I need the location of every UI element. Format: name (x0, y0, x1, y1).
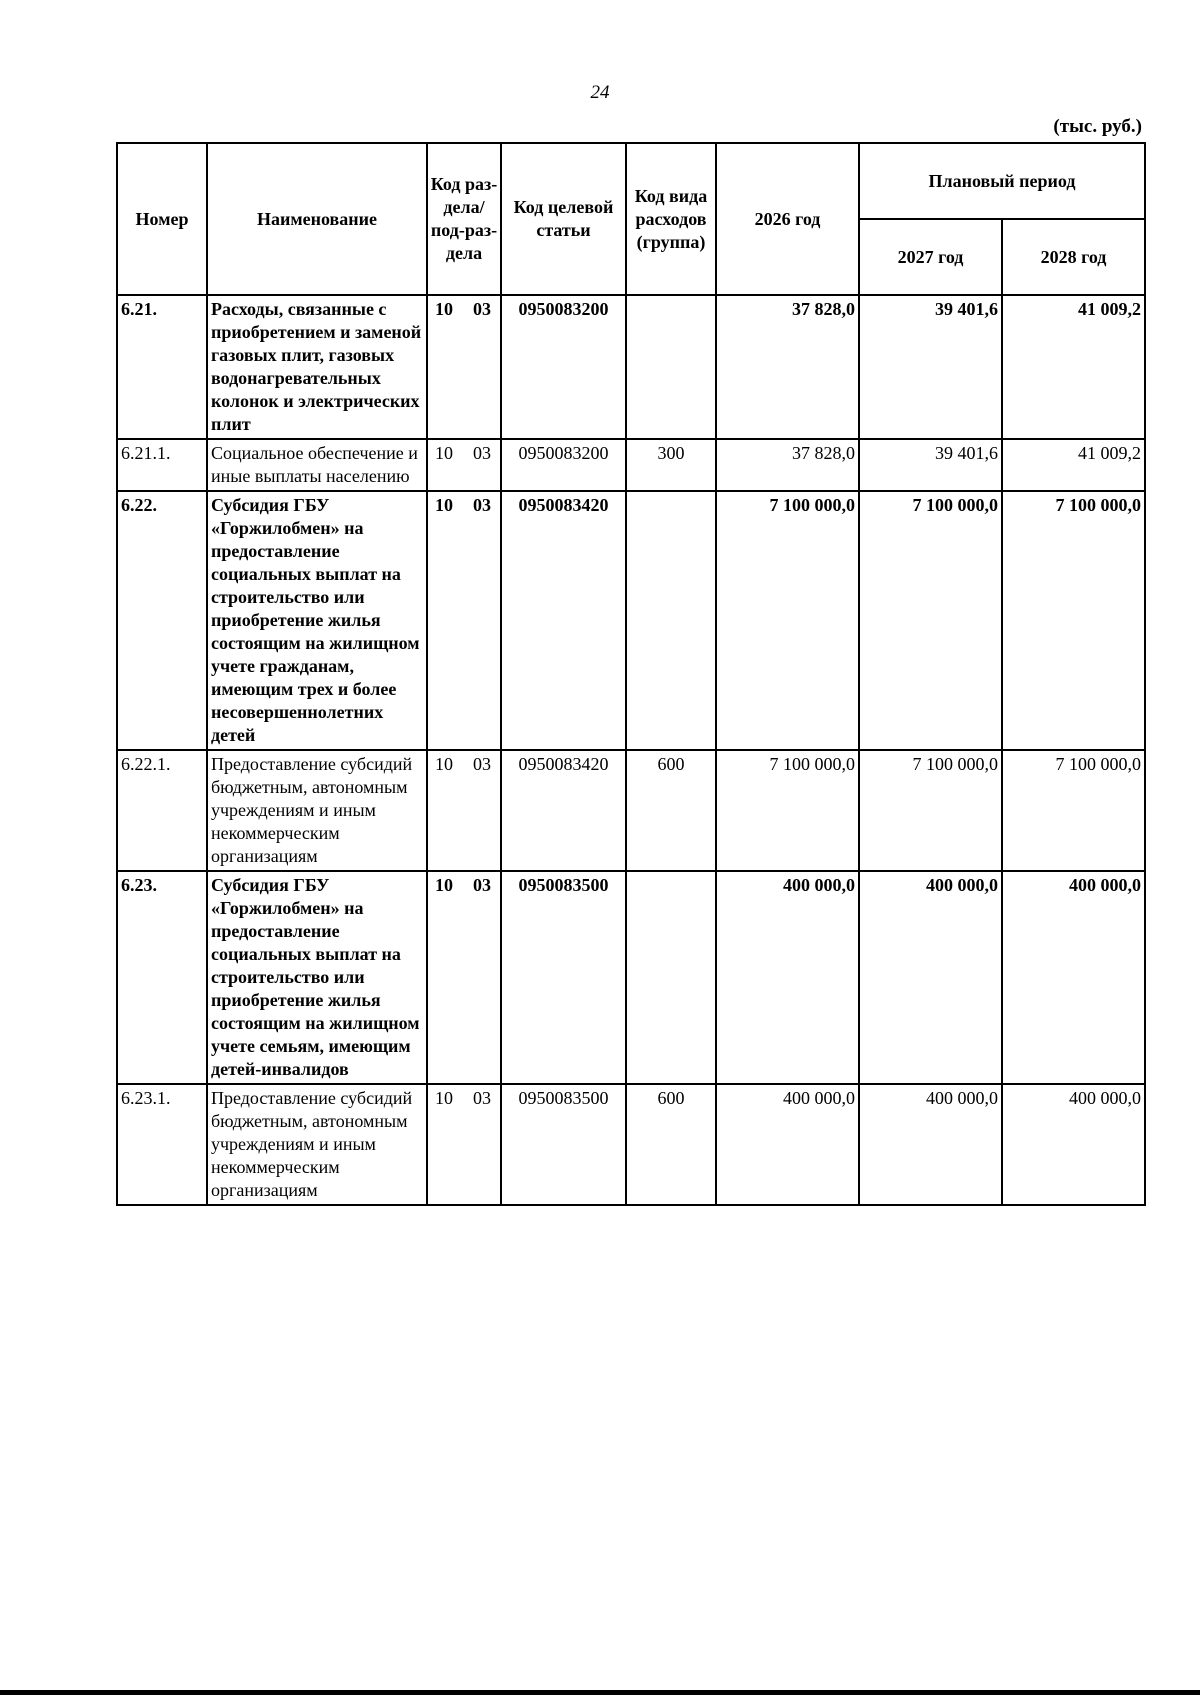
row-expense-type-code: 600 (626, 750, 716, 871)
row-target-code: 0950083500 (501, 1084, 626, 1205)
row-name: Социальное обеспечение и иные выплаты населению (207, 439, 427, 491)
row-amount-2026: 7 100 000,0 (716, 750, 859, 871)
row-amount-2027: 7 100 000,0 (859, 750, 1002, 871)
row-number: 6.21.1. (117, 439, 207, 491)
header-year-2026: 2026 год (716, 143, 859, 295)
section-code: 10 (435, 495, 453, 515)
table-row (117, 439, 1145, 491)
row-amount-2028: 400 000,0 (1002, 871, 1145, 1084)
row-amount-2028: 7 100 000,0 (1002, 750, 1145, 871)
row-target-code: 0950083500 (501, 871, 626, 1084)
table-header (117, 143, 1145, 295)
row-target-code: 0950083420 (501, 750, 626, 871)
row-amount-2027: 39 401,6 (859, 439, 1002, 491)
table-row (117, 750, 1145, 871)
row-amount-2026: 400 000,0 (716, 871, 859, 1084)
row-expense-type-code (626, 295, 716, 439)
row-name: Субсидия ГБУ «Горжилобмен» на предоставление социальных выплат на строительство или приобретение жилья состоящим на жилищном учете семьям, имеющим детей-инвалидов (207, 871, 427, 1084)
row-target-code: 0950083200 (501, 295, 626, 439)
row-name: Субсидия ГБУ «Горжилобмен» на предоставление социальных выплат на строительство или приобретение жилья состоящим на жилищном учете гражданам, имеющим трех и более несовершеннолетних детей (207, 491, 427, 750)
header-section-code: Код раз-дела/ под-раз-дела (427, 143, 501, 295)
row-number: 6.22. (117, 491, 207, 750)
section-code-pair (431, 874, 497, 897)
section-code-pair (431, 298, 497, 321)
row-amount-2027: 7 100 000,0 (859, 491, 1002, 750)
row-amount-2028: 41 009,2 (1002, 295, 1145, 439)
row-amount-2028: 400 000,0 (1002, 1084, 1145, 1205)
budget-table (116, 142, 1146, 1206)
row-number: 6.22.1. (117, 750, 207, 871)
row-expense-type-code (626, 491, 716, 750)
subsection-code: 03 (473, 754, 491, 774)
row-number: 6.21. (117, 295, 207, 439)
subsection-code: 03 (473, 1088, 491, 1108)
subsection-code: 03 (473, 299, 491, 319)
section-code: 10 (435, 443, 453, 463)
subsection-code: 03 (473, 495, 491, 515)
row-expense-type-code: 300 (626, 439, 716, 491)
subsection-code: 03 (473, 443, 491, 463)
row-name: Предоставление субсидий бюджетным, автономным учреждениям и иным некоммерческим организациям (207, 750, 427, 871)
row-section-code (427, 750, 501, 871)
row-name: Предоставление субсидий бюджетным, автономным учреждениям и иным некоммерческим организациям (207, 1084, 427, 1205)
row-section-code (427, 871, 501, 1084)
row-amount-2026: 37 828,0 (716, 439, 859, 491)
table-body (117, 295, 1145, 1205)
row-number: 6.23. (117, 871, 207, 1084)
bottom-border (0, 1690, 1200, 1695)
section-code: 10 (435, 1088, 453, 1108)
row-amount-2028: 7 100 000,0 (1002, 491, 1145, 750)
row-amount-2026: 400 000,0 (716, 1084, 859, 1205)
header-year-2028: 2028 год (1002, 219, 1145, 295)
header-name: Наименование (207, 143, 427, 295)
row-amount-2027: 400 000,0 (859, 1084, 1002, 1205)
row-expense-type-code: 600 (626, 1084, 716, 1205)
subsection-code: 03 (473, 875, 491, 895)
header-year-2027: 2027 год (859, 219, 1002, 295)
row-amount-2027: 39 401,6 (859, 295, 1002, 439)
row-section-code (427, 1084, 501, 1205)
row-number: 6.23.1. (117, 1084, 207, 1205)
row-amount-2027: 400 000,0 (859, 871, 1002, 1084)
header-planned-period: Плановый период (859, 143, 1145, 219)
row-target-code: 0950083420 (501, 491, 626, 750)
section-code: 10 (435, 875, 453, 895)
row-amount-2026: 7 100 000,0 (716, 491, 859, 750)
table-row (117, 295, 1145, 439)
table-row (117, 491, 1145, 750)
section-code-pair (431, 494, 497, 517)
row-name: Расходы, связанные с приобретением и заменой газовых плит, газовых водонагревательных колонок и электрических плит (207, 295, 427, 439)
section-code-pair (431, 1087, 497, 1110)
row-section-code (427, 295, 501, 439)
table-row (117, 1084, 1145, 1205)
row-section-code (427, 491, 501, 750)
section-code: 10 (435, 299, 453, 319)
row-amount-2028: 41 009,2 (1002, 439, 1145, 491)
section-code-pair (431, 753, 497, 776)
row-target-code: 0950083200 (501, 439, 626, 491)
section-code-pair (431, 442, 497, 465)
section-code: 10 (435, 754, 453, 774)
header-target-code: Код целевой статьи (501, 143, 626, 295)
row-section-code (427, 439, 501, 491)
table-row (117, 871, 1145, 1084)
header-expense-type-code: Код вида расходов (группа) (626, 143, 716, 295)
header-number: Номер (117, 143, 207, 295)
row-amount-2026: 37 828,0 (716, 295, 859, 439)
page-number: 24 (590, 82, 610, 103)
row-expense-type-code (626, 871, 716, 1084)
units-label: (тыс. руб.) (1053, 116, 1142, 137)
